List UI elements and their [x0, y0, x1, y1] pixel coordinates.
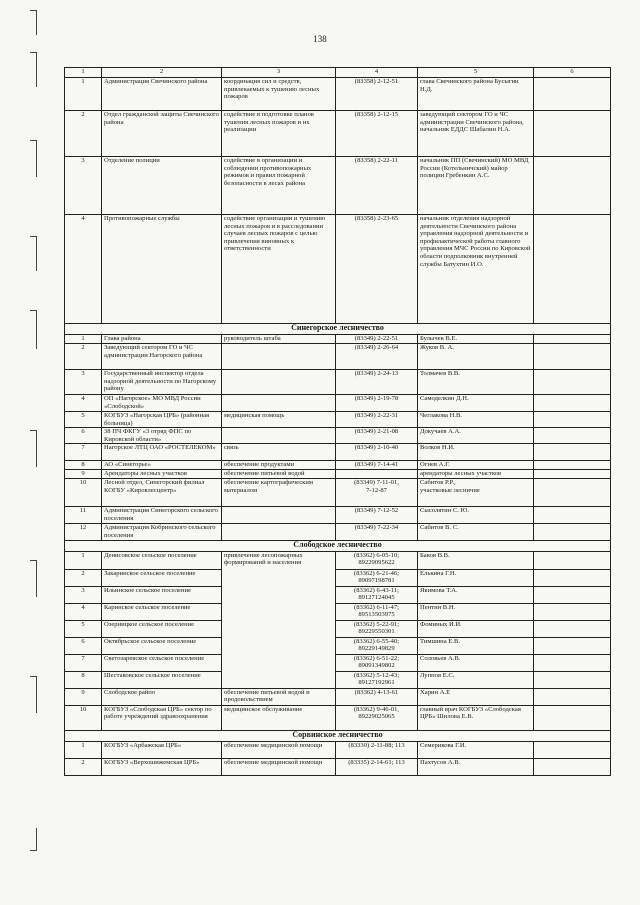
- contact-person-cell: Пентин В.Н.: [418, 603, 534, 620]
- table-row: [65, 412, 611, 428]
- function-cell: [222, 395, 336, 412]
- organization-cell: Нагорское ЛТЦ ОАО «РОСТЕЛЕКОМ»: [102, 444, 222, 461]
- page-number: 138: [313, 34, 327, 44]
- row-number-cell: 4: [65, 603, 102, 620]
- organization-cell: Арендаторы лесных участков: [102, 470, 222, 479]
- phone-cell: (83362) 6-55-40; 89229149829: [336, 637, 418, 654]
- table-row: [65, 603, 611, 620]
- row-number-cell: 8: [65, 671, 102, 688]
- row-number-cell: 2: [65, 569, 102, 586]
- table-row: [65, 215, 611, 324]
- row-number-cell: 8: [65, 461, 102, 470]
- notes-cell: [534, 461, 611, 470]
- phone-cell: (83330) 2-11-88; 113: [336, 741, 418, 758]
- organization-cell: Светозаревское сельское поселение: [102, 654, 222, 671]
- organization-cell: Государственный инспектор отдела надзорной деятельности по Нагорскому району: [102, 370, 222, 395]
- notes-cell: [534, 479, 611, 507]
- row-number-cell: 1: [65, 551, 102, 569]
- notes-cell: [534, 569, 611, 586]
- organization-cell: Заведующий сектором ГО и ЧС администрации Нагорского района: [102, 344, 222, 370]
- notes-cell: [534, 78, 611, 111]
- table-row: [65, 111, 611, 157]
- phone-cell: (83349) 2-22-31: [336, 412, 418, 428]
- row-number-cell: 6: [65, 637, 102, 654]
- function-cell: обеспечение медицинской помощи: [222, 758, 336, 775]
- organization-cell: ОП «Нагорское» МО МВД России «Слободской»: [102, 395, 222, 412]
- row-number-cell: 10: [65, 705, 102, 730]
- table-row: [65, 335, 611, 344]
- phone-cell: (83335) 2-14-61; 113: [336, 758, 418, 775]
- row-number-cell: 4: [65, 395, 102, 412]
- phone-cell: (83358) 2-23-65: [336, 215, 418, 324]
- row-number-cell: 5: [65, 620, 102, 637]
- table-row: [65, 395, 611, 412]
- organization-cell: 38 ПЧ ФКГУ «3 отряд ФПС по Кировской области»: [102, 428, 222, 444]
- section-header-row: [65, 324, 611, 335]
- organization-cell: Закаринское сельское поселение: [102, 569, 222, 586]
- organization-cell: Противопожарные службы: [102, 215, 222, 324]
- notes-cell: [534, 215, 611, 324]
- table-row: [65, 705, 611, 730]
- function-cell: содействие организации и тушению лесных пожаров и в расследовании случаев лесных пожаров с целью привлечения виновных к ответственности: [222, 215, 336, 324]
- contact-person-cell: заведующий сектором ГО и ЧС администрации Свечинского района, начальник ЕДДС Шабалин Н.А.: [418, 111, 534, 157]
- organization-cell: Шестаковское сельское поселение: [102, 671, 222, 688]
- notes-cell: [534, 705, 611, 730]
- contact-person-cell: Тимшина Е.В.: [418, 637, 534, 654]
- function-cell: [222, 428, 336, 444]
- notes-cell: [534, 507, 611, 524]
- header-cell: 2: [102, 68, 222, 78]
- row-number-cell: 9: [65, 688, 102, 705]
- row-number-cell: 2: [65, 344, 102, 370]
- table-row: [65, 569, 611, 586]
- notes-cell: [534, 444, 611, 461]
- function-cell: обеспечение питьевой водой и продовольствием: [222, 688, 336, 705]
- table-row: [65, 479, 611, 507]
- contact-person-cell: Пахтусов А.В.: [418, 758, 534, 775]
- organization-cell: Каринское сельское поселение: [102, 603, 222, 620]
- row-number-cell: 1: [65, 335, 102, 344]
- contact-person-cell: Сабитов Р.Р., участковые лесничие: [418, 479, 534, 507]
- contact-person-cell: главный врач КОГБУЗ «Слободская ЦРБ» Шилова Е.В.: [418, 705, 534, 730]
- table-row: [65, 637, 611, 654]
- table-row: [65, 671, 611, 688]
- table-row: [65, 758, 611, 775]
- organization-cell: Лесной отдел, Синегорский филиал КОГБУ «Кировлесцентр»: [102, 479, 222, 507]
- row-number-cell: 1: [65, 78, 102, 111]
- function-cell: привлечение лесопожарных формирований и населения: [222, 551, 336, 688]
- function-cell: содействие в подготовке планов тушения лесных пожаров и их реализации: [222, 111, 336, 157]
- row-number-cell: 2: [65, 758, 102, 775]
- section-title: Сорвинское лесничество: [65, 730, 611, 741]
- contact-person-cell: Толмачев В.В.: [418, 370, 534, 395]
- table-row: [65, 470, 611, 479]
- phone-cell: (83362) 6-43-11; 89127124045: [336, 586, 418, 603]
- header-cell: 1: [65, 68, 102, 78]
- function-cell: [222, 524, 336, 540]
- table-row: [65, 461, 611, 470]
- table-row: [65, 524, 611, 540]
- notes-cell: [534, 157, 611, 215]
- organization-cell: Ильинское сельское поселение: [102, 586, 222, 603]
- header-cell: 5: [418, 68, 534, 78]
- contact-person-cell: Семерикова Г.И.: [418, 741, 534, 758]
- phone-cell: (83349) 7-11-01, 7-12-87: [336, 479, 418, 507]
- phone-cell: (83349) 2-22-51: [336, 335, 418, 344]
- notes-cell: [534, 603, 611, 620]
- header-cell: 4: [336, 68, 418, 78]
- phone-cell: (83362) 5-22-91; 89229550301: [336, 620, 418, 637]
- notes-cell: [534, 344, 611, 370]
- contact-person-cell: глава Свечинского района Бусыгин Н.Д.: [418, 78, 534, 111]
- organization-cell: Слободское райпо: [102, 688, 222, 705]
- notes-cell: [534, 586, 611, 603]
- contact-person-cell: начальник отделения надзорной деятельности Свечинского района управления надзорной деятельности и профилактической работы главного управления МЧС России по Кировской области подполковник внутренней службы Батухтин И.О.: [418, 215, 534, 324]
- notes-cell: [534, 654, 611, 671]
- contact-person-cell: начальник ПП (Свечинский) МО МВД России (Котельничский) майор полиции Гребенкин А.С.: [418, 157, 534, 215]
- contacts-table: [64, 67, 611, 776]
- organization-cell: Администрация Свечинского района: [102, 78, 222, 111]
- contact-person-cell: Булычев В.Е.: [418, 335, 534, 344]
- function-cell: обеспечение картографическим материалом: [222, 479, 336, 507]
- notes-cell: [534, 551, 611, 569]
- row-number-cell: 2: [65, 111, 102, 157]
- contact-person-cell: Сысолятин С. Ю.: [418, 507, 534, 524]
- notes-cell: [534, 671, 611, 688]
- contact-person-cell: Якимова Т.А.: [418, 586, 534, 603]
- table-header-row: [65, 68, 611, 78]
- phone-cell: (83362) 5-12-43; 89127192961: [336, 671, 418, 688]
- function-cell: [222, 344, 336, 370]
- phone-cell: (83362) 6-51-22; 89091349802: [336, 654, 418, 671]
- organization-cell: Глава района: [102, 335, 222, 344]
- table-row: [65, 344, 611, 370]
- binder-mark: [30, 430, 37, 467]
- organization-cell: Администрация Кобринского сельского поселения: [102, 524, 222, 540]
- row-number-cell: 6: [65, 428, 102, 444]
- function-cell: обеспечение продуктами: [222, 461, 336, 470]
- phone-cell: (83349) 2-26-64: [336, 344, 418, 370]
- contact-person-cell: Елькина Г.Н.: [418, 569, 534, 586]
- function-cell: [222, 507, 336, 524]
- notes-cell: [534, 620, 611, 637]
- row-number-cell: 11: [65, 507, 102, 524]
- notes-cell: [534, 470, 611, 479]
- function-cell: обеспечение питьевой водой: [222, 470, 336, 479]
- section-header-row: [65, 540, 611, 551]
- organization-cell: Отдел гражданской защиты Свечинского района: [102, 111, 222, 157]
- notes-cell: [534, 412, 611, 428]
- function-cell: координация сил и средств, привлекаемых к тушению лесных пожаров: [222, 78, 336, 111]
- phone-cell: (83349) 7-14-41: [336, 461, 418, 470]
- binder-mark: [30, 10, 37, 35]
- row-number-cell: 7: [65, 654, 102, 671]
- notes-cell: [534, 741, 611, 758]
- table-row: [65, 370, 611, 395]
- contact-person-cell: Самоделкин Д.Н.: [418, 395, 534, 412]
- organization-cell: КОГБУЗ «Арбажская ЦРБ»: [102, 741, 222, 758]
- notes-cell: [534, 370, 611, 395]
- table-row: [65, 157, 611, 215]
- table-row: [65, 507, 611, 524]
- organization-cell: КОГБУЗ «Слободская ЦРБ» сектор по работе учреждений здравоохранения: [102, 705, 222, 730]
- function-cell: медицинская помощь: [222, 412, 336, 428]
- binder-mark: [30, 676, 37, 713]
- row-number-cell: 5: [65, 412, 102, 428]
- organization-cell: Озерницкое сельское поселение: [102, 620, 222, 637]
- organization-cell: Отделение полиции: [102, 157, 222, 215]
- function-cell: содействие в организации и соблюдении противопожарных режимов и правил пожарной безопасности в лесах района: [222, 157, 336, 215]
- table-row: [65, 444, 611, 461]
- phone-cell: (83349) 2-21-08: [336, 428, 418, 444]
- phone-cell: (83349) 7-12-52: [336, 507, 418, 524]
- notes-cell: [534, 524, 611, 540]
- row-number-cell: 7: [65, 444, 102, 461]
- table-row: [65, 688, 611, 705]
- notes-cell: [534, 395, 611, 412]
- row-number-cell: 3: [65, 157, 102, 215]
- phone-cell: (83349) 7-22-34: [336, 524, 418, 540]
- binder-mark: [30, 236, 37, 271]
- contact-person-cell: Жуков В. А.: [418, 344, 534, 370]
- binder-mark: [30, 52, 37, 87]
- contact-person-cell: Чеглакова Н.В.: [418, 412, 534, 428]
- section-title: Синегорское лесничество: [65, 324, 611, 335]
- table-row: [65, 551, 611, 569]
- notes-cell: [534, 637, 611, 654]
- phone-cell: (83358) 2-12-51: [336, 78, 418, 111]
- contact-person-cell: арендаторы лесных участков: [418, 470, 534, 479]
- function-cell: обеспечение медицинской помощи: [222, 741, 336, 758]
- function-cell: связь: [222, 444, 336, 461]
- header-cell: 3: [222, 68, 336, 78]
- notes-cell: [534, 688, 611, 705]
- notes-cell: [534, 758, 611, 775]
- contact-person-cell: Фоминых И.И.: [418, 620, 534, 637]
- binder-mark: [30, 310, 37, 349]
- contact-person-cell: Харин А.Е: [418, 688, 534, 705]
- row-number-cell: 12: [65, 524, 102, 540]
- phone-cell: (83362) 4-13-61: [336, 688, 418, 705]
- phone-cell: (83358) 2-22-11: [336, 157, 418, 215]
- table-row: [65, 741, 611, 758]
- phone-cell: (83362) 9-46-01, 89229025065: [336, 705, 418, 730]
- table-row: [65, 78, 611, 111]
- header-cell: 6: [534, 68, 611, 78]
- notes-cell: [534, 428, 611, 444]
- phone-cell: (83362) 6-11-47; 89513503975: [336, 603, 418, 620]
- contact-person-cell: Докучаев А.А.: [418, 428, 534, 444]
- row-number-cell: 4: [65, 215, 102, 324]
- function-cell: руководитель штаба: [222, 335, 336, 344]
- notes-cell: [534, 335, 611, 344]
- table-row: [65, 428, 611, 444]
- table-row: [65, 620, 611, 637]
- organization-cell: Октябрьское сельское поселение: [102, 637, 222, 654]
- section-header-row: [65, 730, 611, 741]
- phone-cell: [336, 470, 418, 479]
- organization-cell: Денисовское сельское поселение: [102, 551, 222, 569]
- binder-mark: [30, 140, 37, 177]
- function-cell: медицинское обслуживание: [222, 705, 336, 730]
- contact-person-cell: Луппов Е.С.: [418, 671, 534, 688]
- phone-cell: (83349) 2-10-40: [336, 444, 418, 461]
- table-row: [65, 654, 611, 671]
- contact-person-cell: Сабитов В. С.: [418, 524, 534, 540]
- notes-cell: [534, 111, 611, 157]
- binder-mark: [30, 560, 37, 597]
- contact-person-cell: Соловьев А.В.: [418, 654, 534, 671]
- section-title: Слободское лесничество: [65, 540, 611, 551]
- organization-cell: КОГБУЗ «Верхошижемская ЦРБ»: [102, 758, 222, 775]
- phone-cell: (83349) 2-19-78: [336, 395, 418, 412]
- organization-cell: АО «Синегорье»: [102, 461, 222, 470]
- table-row: [65, 586, 611, 603]
- function-cell: [222, 370, 336, 395]
- binder-mark: [30, 828, 37, 851]
- row-number-cell: 1: [65, 741, 102, 758]
- contact-person-cell: Огнев А.Г.: [418, 461, 534, 470]
- row-number-cell: 3: [65, 586, 102, 603]
- contact-person-cell: Баков В.В.: [418, 551, 534, 569]
- phone-cell: (83358) 2-12-15: [336, 111, 418, 157]
- row-number-cell: 10: [65, 479, 102, 507]
- row-number-cell: 9: [65, 470, 102, 479]
- phone-cell: (83362) 6-21-46; 89097198781: [336, 569, 418, 586]
- organization-cell: КОГБУЗ «Нагорская ЦРБ» (районная больница): [102, 412, 222, 428]
- row-number-cell: 3: [65, 370, 102, 395]
- phone-cell: (83349) 2-24-13: [336, 370, 418, 395]
- phone-cell: (83362) 6-05-10; 89229095622: [336, 551, 418, 569]
- organization-cell: Администрация Синегорского сельского поселения: [102, 507, 222, 524]
- contact-person-cell: Волков Н.И.: [418, 444, 534, 461]
